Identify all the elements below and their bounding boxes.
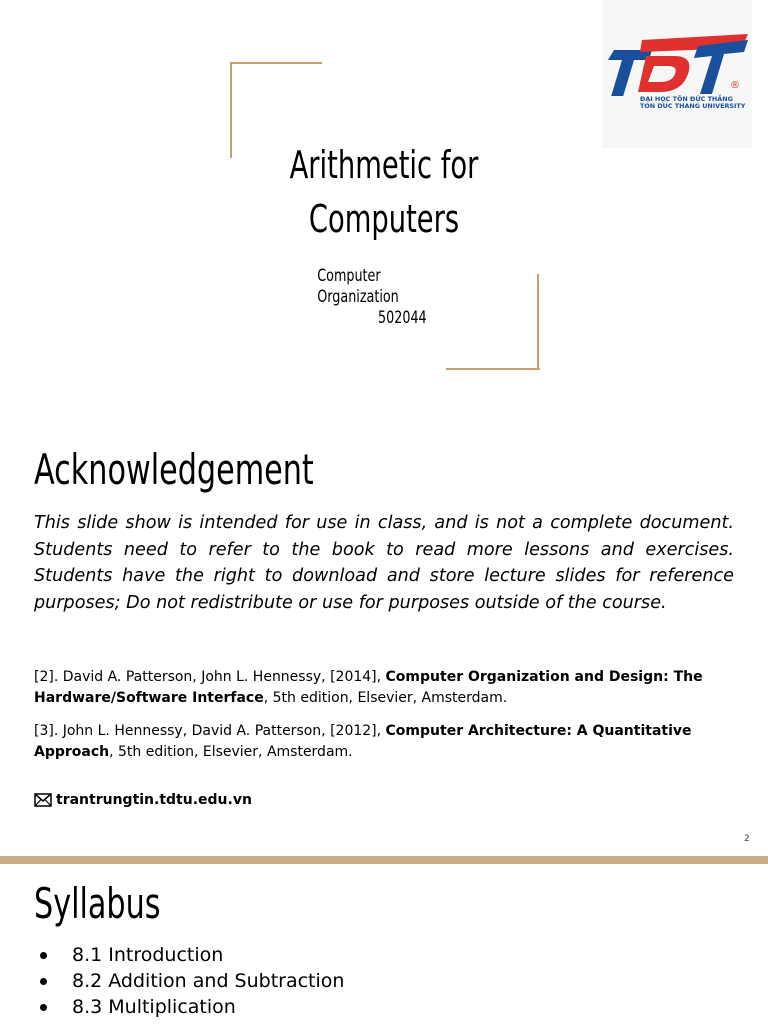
reference-1-title: Computer Organization and Design: The Hardware/Software Interface bbox=[34, 669, 703, 706]
list-item bbox=[36, 994, 344, 1020]
acknowledgement-heading: Acknowledgement bbox=[34, 445, 314, 494]
usage-notice: This slide show is intended for use in class, and is not a complete document. Students need to refer to the book to read more lessons and exercises. Students have the right to download and store lecture slides for reference purposes; Do not redistribute or use for purposes outside of the course. bbox=[34, 513, 734, 614]
syllabus-item-label: 8.1 Introduction bbox=[72, 944, 224, 966]
syllabus-item-label: 8.3 Multiplication bbox=[72, 996, 236, 1018]
frame-corner-bottom-right bbox=[446, 368, 540, 370]
syllabus-item-label: 8.2 Addition and Subtraction bbox=[72, 970, 345, 992]
reference-1-prefix: [2]. David A. Patterson, John L. Hennessy, [2014], bbox=[34, 669, 386, 685]
slide-subtitle bbox=[240, 266, 465, 329]
course-name: Computer Organization bbox=[317, 266, 399, 307]
contact-email bbox=[34, 790, 252, 810]
university-logo bbox=[602, 0, 752, 148]
slide-divider bbox=[0, 856, 768, 864]
envelope-icon bbox=[34, 793, 52, 807]
university-name-en: TON DUC THANG UNIVERSITY bbox=[640, 102, 746, 110]
syllabus-slide bbox=[0, 864, 768, 1024]
reference-2-title: Computer Architecture: A Quantitative Approach bbox=[34, 723, 692, 760]
reference-1 bbox=[34, 667, 724, 709]
acknowledgement-slide bbox=[0, 414, 768, 854]
list-item bbox=[36, 942, 344, 968]
course-code: 502044 bbox=[378, 308, 427, 328]
bullet-icon bbox=[40, 952, 47, 959]
frame-corner-top-left bbox=[230, 62, 322, 64]
title-slide bbox=[0, 0, 768, 400]
slide-title bbox=[252, 138, 517, 246]
reference-2-suffix: , 5th edition, Elsevier, Amsterdam. bbox=[109, 744, 353, 760]
university-name-vi: ĐẠI HỌC TÔN ĐỨC THẮNG bbox=[640, 95, 733, 103]
title-line-1: Arithmetic for bbox=[289, 143, 479, 187]
registered-mark: ® bbox=[730, 80, 740, 91]
bullet-icon bbox=[40, 978, 47, 985]
frame-corner-top-left-vertical bbox=[230, 62, 232, 158]
reference-2-prefix: [3]. John L. Hennessy, David A. Patterson, [2012], bbox=[34, 723, 386, 739]
bullet-icon bbox=[40, 1004, 47, 1011]
syllabus-heading: Syllabus bbox=[34, 879, 161, 928]
email-address[interactable]: trantrungtin.tdtu.edu.vn bbox=[56, 792, 252, 808]
frame-corner-bottom-right-vertical bbox=[537, 274, 539, 370]
title-line-2: Computers bbox=[308, 197, 460, 241]
page-number: 2 bbox=[744, 834, 750, 844]
reference-2 bbox=[34, 721, 724, 763]
syllabus-list bbox=[36, 942, 344, 1020]
reference-1-suffix: , 5th edition, Elsevier, Amsterdam. bbox=[263, 690, 508, 706]
list-item bbox=[36, 968, 344, 994]
